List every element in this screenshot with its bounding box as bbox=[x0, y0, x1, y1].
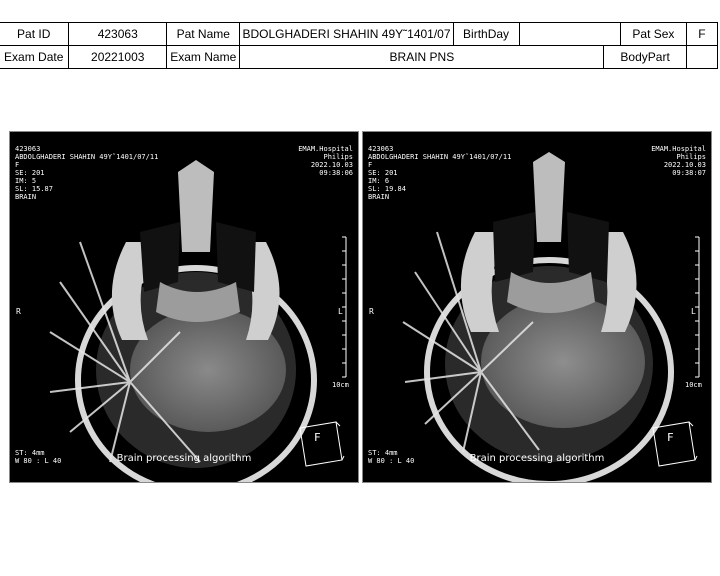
overlay-top-right bbox=[298, 145, 353, 177]
pat-sex-value: F bbox=[686, 23, 717, 46]
pat-name-value: BDOLGHADERI SHAHIN 49Y˜1401/07 bbox=[240, 23, 453, 46]
birthday-label: BirthDay bbox=[453, 23, 519, 46]
scale-label: 10cm bbox=[685, 381, 702, 389]
patient-sex: F bbox=[15, 161, 20, 169]
protocol: BRAIN bbox=[15, 193, 37, 201]
body-part-label: BodyPart bbox=[604, 46, 687, 69]
ct-image-panel-2[interactable] bbox=[362, 131, 712, 483]
patient-name: ABDOLGHADERI SHAHIN 49Y˜1401/07/11 bbox=[368, 153, 512, 161]
left-side-marker: L bbox=[691, 307, 696, 316]
slice-location: SL: 19.84 bbox=[368, 185, 406, 193]
study-date: 2022.10.03 bbox=[310, 161, 353, 169]
pat-id-value: 423063 bbox=[69, 23, 167, 46]
window-level: W 80 : L 40 bbox=[368, 457, 415, 465]
study-time: 09:38:07 bbox=[672, 169, 706, 177]
slice-thickness: ST: 4mm bbox=[15, 449, 45, 457]
patient-sex: F bbox=[368, 161, 373, 169]
hospital-name: EMAM.Hospital bbox=[651, 145, 706, 153]
study-date: 2022.10.03 bbox=[663, 161, 706, 169]
overlay-top-right bbox=[651, 145, 706, 177]
right-side-marker: R bbox=[369, 307, 374, 316]
exam-name-label: Exam Name bbox=[167, 46, 240, 69]
algorithm-label: Brain processing algorithm bbox=[469, 453, 605, 464]
patient-name: ABDOLGHADERI SHAHIN 49Y˜1401/07/11 bbox=[15, 153, 159, 161]
pat-id-label: Pat ID bbox=[0, 23, 69, 46]
right-side-marker: R bbox=[16, 307, 21, 316]
vendor-name: Philips bbox=[323, 153, 353, 161]
ct-image-panel-1[interactable] bbox=[9, 131, 359, 483]
birthday-value bbox=[519, 23, 620, 46]
patient-id: 423063 bbox=[15, 145, 41, 153]
vendor-name: Philips bbox=[676, 153, 706, 161]
algorithm-label: Brain processing algorithm bbox=[116, 453, 252, 464]
overlay-top-left bbox=[15, 145, 158, 201]
patient-info-table bbox=[0, 22, 718, 69]
protocol: BRAIN bbox=[368, 193, 390, 201]
pat-name-label: Pat Name bbox=[167, 23, 240, 46]
orientation-letter: F bbox=[667, 431, 674, 444]
orientation-letter: F bbox=[314, 431, 321, 444]
series-number: SE: 201 bbox=[15, 169, 45, 177]
overlay-top-left bbox=[368, 145, 511, 201]
exam-name-value: BRAIN PNS bbox=[240, 46, 604, 69]
image-number: IM: 6 bbox=[368, 177, 390, 185]
study-time: 09:38:06 bbox=[319, 169, 353, 177]
scale-label: 10cm bbox=[332, 381, 349, 389]
slice-location: SL: 15.87 bbox=[15, 185, 53, 193]
patient-id: 423063 bbox=[368, 145, 394, 153]
pat-sex-label: Pat Sex bbox=[620, 23, 686, 46]
header-row-2 bbox=[0, 46, 718, 69]
hospital-name: EMAM.Hospital bbox=[298, 145, 353, 153]
exam-date-label: Exam Date bbox=[0, 46, 69, 69]
body-part-value bbox=[686, 46, 717, 69]
exam-date-value: 20221003 bbox=[69, 46, 167, 69]
header-row-1 bbox=[0, 23, 718, 46]
slice-thickness: ST: 4mm bbox=[368, 449, 398, 457]
series-number: SE: 201 bbox=[368, 169, 398, 177]
image-number: IM: 5 bbox=[15, 177, 37, 185]
left-side-marker: L bbox=[338, 307, 343, 316]
window-level: W 80 : L 40 bbox=[15, 457, 62, 465]
